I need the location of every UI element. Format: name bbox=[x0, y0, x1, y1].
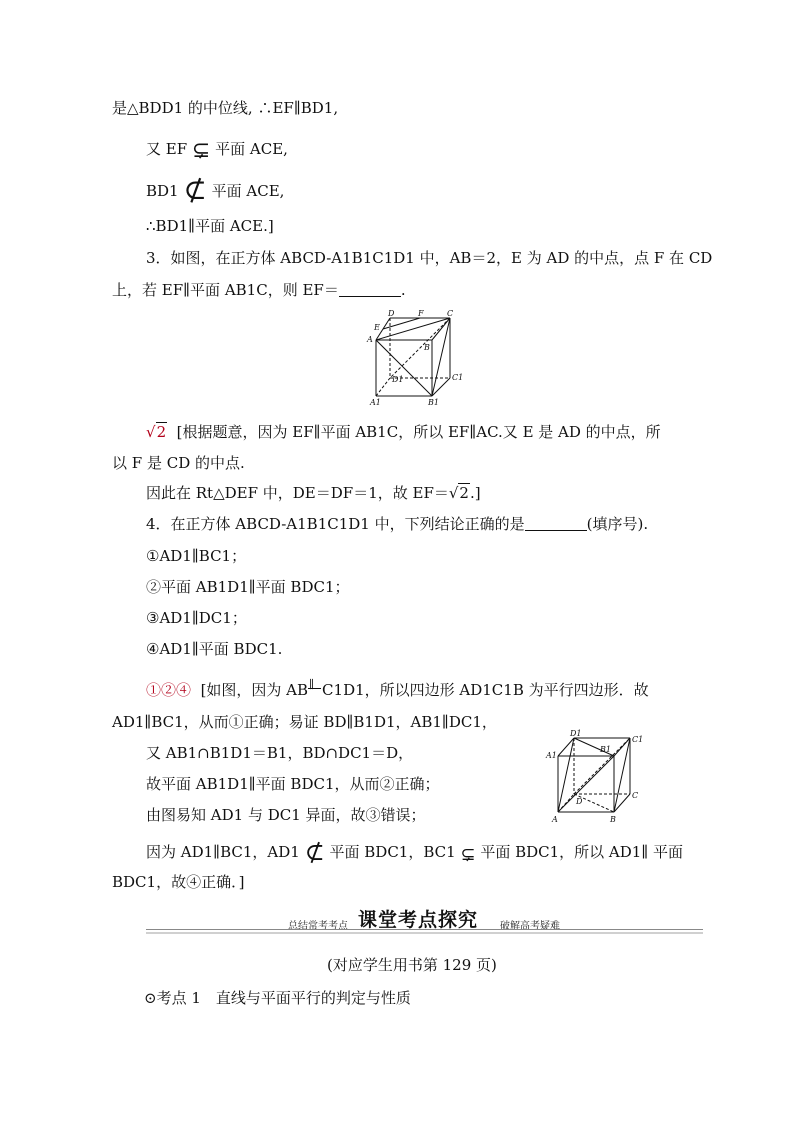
text-fragment: 平面 ACE, bbox=[215, 140, 288, 158]
label-D1: D1 bbox=[392, 375, 404, 384]
answer-4-line-6 bbox=[146, 838, 684, 866]
answer-4-line-3: 又 AB1∩B1D1＝B1，BD∩DC1＝D， bbox=[146, 744, 414, 762]
option-3: ③AD1∥DC1； bbox=[146, 609, 247, 627]
banner-left-caption: 总结常考考点 bbox=[288, 921, 348, 932]
cube-figure-1 bbox=[364, 308, 464, 408]
text-fragment: 平面 BDC1，所以 AD1∥ 平面 bbox=[480, 843, 684, 861]
label-D: D bbox=[388, 309, 395, 318]
answer-4-line-2: AD1∥BC1，从而①正确；易证 BD∥B1D1，AB1∥DC1， bbox=[112, 713, 497, 731]
subset-neq-symbol: ⊊ bbox=[191, 138, 211, 163]
parallel-equal-symbol: ∥ bbox=[308, 681, 322, 697]
label-C1: C1 bbox=[452, 373, 464, 382]
page-reference: (对应学生用书第 129 页) bbox=[327, 956, 497, 974]
text-fragment: [根据题意，因为 EF∥平面 AB1C，所以 EF∥AC.又 E 是 AD 的中点，所 bbox=[176, 423, 661, 441]
question-3-line-2: 上，若 EF∥平面 AB1C，则 EF＝ . bbox=[112, 281, 406, 299]
answer-4-line-5: 由图易知 AD1 与 DC1 异面，故③错误； bbox=[146, 806, 426, 824]
text-fragment: 平面 BDC1，BC1 bbox=[329, 843, 456, 861]
text-fragment: .] bbox=[469, 484, 481, 502]
question-3-line-1: 3．如图，在正方体 ABCD-A1B1C1D1 中，AB＝2，E 为 AD 的中点，点 F 在 CD bbox=[146, 249, 713, 267]
label-A1: A1 bbox=[546, 751, 557, 760]
label-B: B bbox=[424, 343, 430, 352]
label-C: C bbox=[447, 309, 454, 318]
text-fragment: 4．在正方体 ABCD-A1B1C1D1 中，下列结论正确的是 bbox=[146, 515, 525, 533]
text-fragment: (填序号). bbox=[586, 515, 649, 533]
text-fragment: 因为 AD1∥BC1，AD1 bbox=[146, 843, 300, 861]
text-line-4: ∴BD1∥平面 ACE.] bbox=[146, 217, 274, 235]
text-fragment: 上，若 EF∥平面 AB1C，则 EF＝ bbox=[112, 281, 339, 299]
label-A: A bbox=[367, 335, 373, 344]
kaodian-heading: ⊙考点 1 直线与平面平行的判定与性质 bbox=[144, 989, 411, 1007]
section-banner-title: 课堂考点探究 bbox=[358, 909, 479, 931]
answer-blank bbox=[339, 282, 401, 297]
label-A: A bbox=[552, 815, 558, 824]
text-line-1: 是△BDD1 的中位线, ∴EF∥BD1, bbox=[112, 99, 339, 117]
text-fragment: [如图，因为 AB bbox=[200, 681, 309, 699]
label-C: C bbox=[632, 791, 639, 800]
answer-4-value: ①②④ bbox=[146, 681, 192, 699]
not-subset-symbol: ⊄ bbox=[304, 838, 325, 866]
text-fragment: 因此在 Rt△DEF 中，DE＝DF＝1，故 EF＝ bbox=[146, 484, 449, 502]
banner-rule bbox=[146, 929, 703, 930]
label-E: E bbox=[374, 323, 380, 332]
label-B1: B1 bbox=[600, 745, 611, 754]
answer-blank bbox=[525, 516, 587, 531]
answer-4-line-1 bbox=[146, 680, 649, 700]
answer-4-line-7: BDC1，故④正确．] bbox=[112, 873, 245, 891]
option-1: ①AD1∥BC1； bbox=[146, 547, 247, 565]
label-A1: A1 bbox=[370, 398, 381, 407]
answer-3-value: √2 bbox=[146, 423, 167, 441]
sqrt-2: √2 bbox=[448, 484, 469, 502]
text-line-3 bbox=[146, 173, 285, 206]
cube-figure-2 bbox=[544, 728, 654, 824]
answer-3-line-1 bbox=[146, 422, 661, 442]
label-B1: B1 bbox=[428, 398, 439, 407]
text-fragment: C1D1，所以四边形 AD1C1B 为平行四边形．故 bbox=[322, 681, 649, 699]
text-fragment: BD1 bbox=[146, 182, 179, 200]
answer-4-line-4: 故平面 AB1D1∥平面 BDC1，从而②正确； bbox=[146, 775, 440, 793]
answer-3-line-2: 以 F 是 CD 的中点. bbox=[112, 454, 245, 472]
not-subset-symbol: ⊄ bbox=[183, 173, 207, 206]
text-fragment: 又 EF bbox=[146, 140, 188, 158]
label-D1: D1 bbox=[570, 729, 582, 738]
label-D: D bbox=[576, 797, 583, 806]
option-2: ②平面 AB1D1∥平面 BDC1； bbox=[146, 578, 350, 596]
banner-right-caption: 破解高考疑难 bbox=[500, 921, 560, 932]
answer-3-line-3 bbox=[146, 483, 481, 503]
label-F: F bbox=[418, 309, 424, 318]
subset-neq-symbol: ⊊ bbox=[460, 844, 476, 865]
label-C1: C1 bbox=[632, 735, 644, 744]
label-B: B bbox=[610, 815, 616, 824]
text-line-2 bbox=[146, 138, 288, 163]
option-4: ④AD1∥平面 BDC1. bbox=[146, 640, 283, 658]
question-4-stem bbox=[146, 514, 648, 534]
banner-rule-shadow bbox=[146, 932, 703, 934]
text-fragment: 平面 ACE, bbox=[211, 182, 285, 200]
